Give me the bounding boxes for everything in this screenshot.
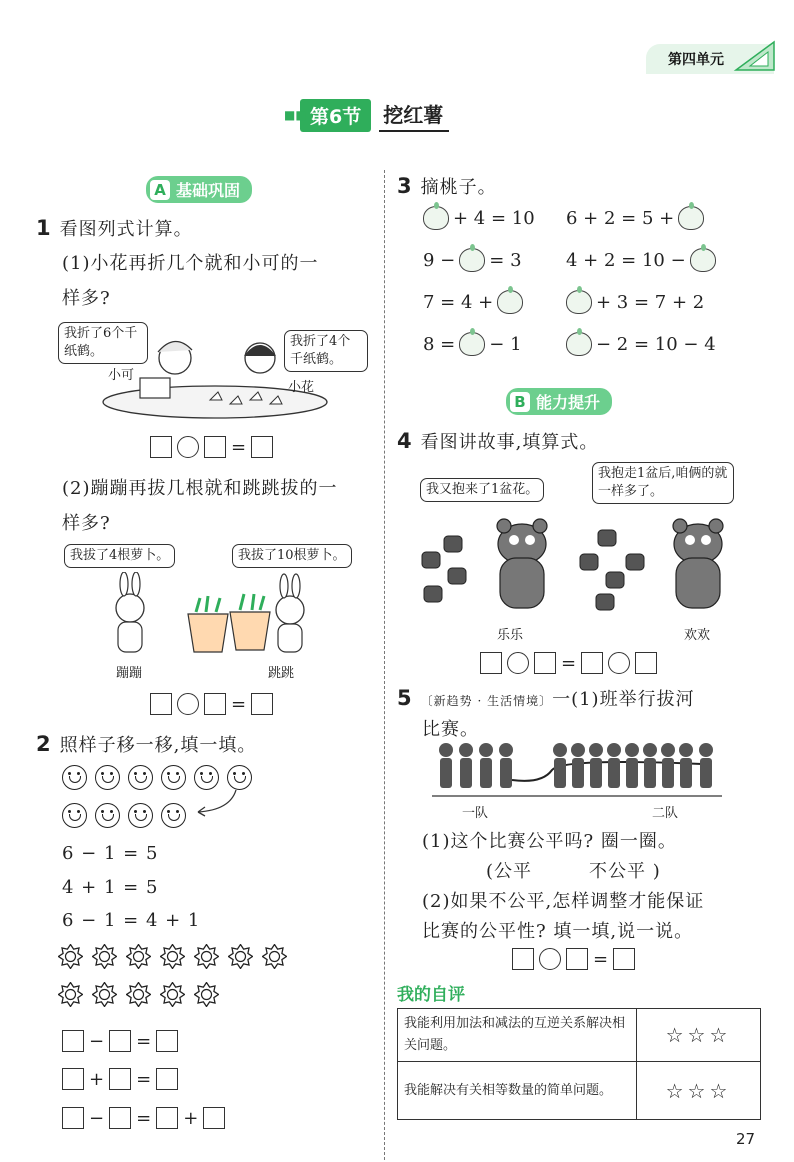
equals-sign: = [136, 1030, 152, 1052]
smiley-icon [95, 803, 120, 828]
q1-answer-row-1 [150, 436, 273, 458]
answer-box[interactable] [203, 1107, 225, 1129]
answer-box[interactable] [512, 948, 534, 970]
self-eval-text: 我能解决有关相等数量的简单问题。 [398, 1062, 637, 1120]
q3-title-text: 摘桃子。 [420, 177, 497, 198]
sun-icon [160, 982, 185, 1007]
q1-title [36, 212, 193, 246]
q1-sub2-line2: 样多? [62, 513, 111, 534]
q1-title-text: 看图列式计算。 [59, 219, 193, 240]
q3-right-row-4 [566, 332, 716, 356]
smiley-row-2 [62, 803, 186, 828]
triangle-ruler-icon [730, 38, 780, 74]
section-name: 挖红薯 [379, 99, 449, 132]
part-b-heading [506, 388, 612, 415]
star-rating[interactable]: ☆☆☆ [637, 1062, 761, 1120]
sun-icon [92, 982, 117, 1007]
q5-title-text: 一(1)班举行拔河 [552, 689, 695, 710]
bears-flowers-illustration [414, 514, 734, 614]
smiley-icon [227, 765, 252, 790]
q3-text: 6 + 2 = 5 + [566, 207, 675, 229]
operator-circle[interactable] [608, 652, 630, 674]
q3-text: − 1 [489, 333, 522, 355]
minus-sign: − [89, 1030, 105, 1052]
sun-icon [92, 944, 117, 969]
equals-sign: = [561, 652, 577, 674]
smiley-icon [194, 765, 219, 790]
answer-box[interactable] [109, 1068, 131, 1090]
answer-box[interactable] [480, 652, 502, 674]
q5-tag: 〔新趋势 · 生活情境〕 [420, 694, 553, 708]
part-a-letter: A [150, 180, 170, 200]
q4-bubble-right: 我抱走1盆后,咱俩的就一样多了。 [592, 462, 734, 504]
part-b-label: 能力提升 [536, 393, 601, 412]
q4-number: 4 [397, 429, 413, 453]
q4-name-right: 欢欢 [684, 628, 711, 643]
q4-title-text: 看图讲故事,填算式。 [420, 432, 599, 453]
peach-icon[interactable] [678, 206, 704, 230]
answer-box[interactable] [156, 1107, 178, 1129]
plus-sign: + [89, 1068, 105, 1090]
answer-box[interactable] [204, 436, 226, 458]
q3-title [397, 170, 497, 204]
q1-name2-left: 蹦蹦 [116, 666, 143, 681]
column-divider [384, 170, 385, 1160]
equals-sign: = [231, 436, 247, 458]
answer-box[interactable] [150, 693, 172, 715]
q5-choice-unfair[interactable]: 不公平 ) [589, 861, 661, 882]
q5-answer-row [512, 948, 635, 970]
q4-bubble-left: 我又抱来了1盆花。 [420, 478, 544, 502]
operator-circle[interactable] [177, 693, 199, 715]
peach-icon[interactable] [423, 206, 449, 230]
q3-text: 8 = [423, 333, 456, 355]
sun-icon [126, 982, 151, 1007]
sun-icon [262, 944, 287, 969]
answer-box[interactable] [150, 436, 172, 458]
q1-sub1-line1: (1)小花再折几个就和小可的一 [62, 253, 319, 274]
page-number: 27 [736, 1130, 756, 1148]
star-rating[interactable]: ☆☆☆ [637, 1009, 761, 1062]
q3-text: = 3 [489, 249, 522, 271]
sun-row-2 [58, 982, 219, 1007]
peach-icon[interactable] [566, 332, 592, 356]
operator-circle[interactable] [539, 948, 561, 970]
smiley-icon [62, 765, 87, 790]
q1-sub2-line1: (2)蹦蹦再拔几根就和跳跳拔的一 [62, 478, 338, 499]
q2-answer-row-1 [62, 1030, 178, 1052]
q5-sub2-line1: (2)如果不公平,怎样调整才能保证 [422, 891, 705, 912]
q2-title-text: 照样子移一移,填一填。 [59, 735, 257, 756]
q3-text: + 3 = 7 + 2 [596, 291, 705, 313]
operator-circle[interactable] [507, 652, 529, 674]
q5-number: 5 [397, 686, 413, 710]
sun-icon [194, 944, 219, 969]
smiley-row-1 [62, 765, 252, 790]
answer-box[interactable] [251, 436, 273, 458]
self-eval-row [398, 1009, 761, 1062]
q1-bubble2-right: 我拔了10根萝卜。 [232, 544, 352, 568]
equals-sign: = [231, 693, 247, 715]
q2-line-1: 6 − 1 = 5 [62, 843, 159, 864]
smiley-icon [161, 765, 186, 790]
q2-line-2: 4 + 1 = 5 [62, 877, 159, 898]
q3-right-row-3 [566, 290, 704, 314]
q5-sub1: (1)这个比赛公平吗? 圈一圈。 [422, 831, 677, 852]
answer-box[interactable] [62, 1068, 84, 1090]
part-a-label: 基础巩固 [176, 181, 241, 200]
rabbits-carrots-illustration [100, 572, 330, 658]
sun-icon [58, 982, 83, 1007]
smiley-icon [161, 803, 186, 828]
q5-title-line1 [397, 682, 695, 717]
smiley-icon [62, 803, 87, 828]
q1-bubble-left: 我折了6个千纸鹤。 [58, 322, 148, 364]
peach-icon[interactable] [566, 290, 592, 314]
peach-icon[interactable] [497, 290, 523, 314]
sun-icon [58, 944, 83, 969]
q3-right-row-1 [566, 206, 704, 230]
unit-label: 第四单元 [668, 52, 724, 68]
decor-dots: ■■ [284, 108, 307, 122]
q1-sub1-line2: 样多? [62, 288, 111, 309]
q2-number: 2 [36, 732, 52, 756]
q3-left-row-4 [423, 332, 522, 356]
q3-text: 7 = 4 + [423, 291, 494, 313]
peach-icon[interactable] [690, 248, 716, 272]
q1-bubble-right: 我折了4个千纸鹤。 [284, 330, 368, 372]
equals-sign: = [136, 1068, 152, 1090]
q5-sub2-line2: 比赛的公平性? 填一填,说一说。 [422, 921, 694, 942]
self-eval-row [398, 1062, 761, 1120]
part-a-heading [146, 176, 252, 203]
q3-text: − 2 = 10 − 4 [596, 333, 716, 355]
equals-sign: = [136, 1107, 152, 1129]
sun-icon [194, 982, 219, 1007]
q5-title-line2: 比赛。 [422, 719, 479, 740]
q1-name2-right: 跳跳 [268, 666, 295, 681]
answer-box[interactable] [534, 652, 556, 674]
q3-text: 9 − [423, 249, 456, 271]
sun-icon [228, 944, 253, 969]
answer-box[interactable] [156, 1068, 178, 1090]
answer-box[interactable] [62, 1107, 84, 1129]
q2-line-3: 6 − 1 = 4 + 1 [62, 910, 201, 931]
q5-team2: 二队 [652, 806, 679, 821]
answer-box[interactable] [251, 693, 273, 715]
answer-box[interactable] [109, 1030, 131, 1052]
self-eval-text: 我能利用加法和减法的互逆关系解决相关问题。 [398, 1009, 637, 1062]
q4-title [397, 425, 598, 459]
q2-answer-row-3 [62, 1107, 225, 1129]
smiley-icon [128, 765, 153, 790]
answer-box[interactable] [581, 652, 603, 674]
sun-row-1 [58, 944, 287, 969]
paper-cranes-illustration [100, 330, 330, 420]
q3-right-row-2 [566, 248, 716, 272]
q1-name-right: 小花 [288, 380, 315, 395]
q1-answer-row-2 [150, 693, 273, 715]
peach-icon[interactable] [459, 332, 485, 356]
section-number: 第6节 [300, 99, 371, 132]
q1-name-left: 小可 [108, 368, 135, 383]
answer-box[interactable] [156, 1030, 178, 1052]
q3-number: 3 [397, 174, 413, 198]
q1-number: 1 [36, 216, 52, 240]
answer-box[interactable] [204, 693, 226, 715]
answer-box[interactable] [566, 948, 588, 970]
peach-icon[interactable] [459, 248, 485, 272]
sun-icon [126, 944, 151, 969]
operator-circle[interactable] [177, 436, 199, 458]
q1-bubble2-left: 我拔了4根萝卜。 [64, 544, 175, 568]
self-eval-title: 我的自评 [397, 985, 465, 1005]
equals-sign: = [593, 948, 609, 970]
part-b-letter: B [510, 392, 530, 412]
tug-of-war-illustration [432, 740, 722, 802]
q2-title [36, 728, 256, 762]
smiley-icon [128, 803, 153, 828]
sun-icon [160, 944, 185, 969]
answer-box[interactable] [613, 948, 635, 970]
q3-text: 4 + 2 = 10 − [566, 249, 686, 271]
q3-left-row-3 [423, 290, 523, 314]
answer-box[interactable] [62, 1030, 84, 1052]
q4-answer-row [480, 652, 657, 674]
q3-left-row-1 [423, 206, 535, 230]
section-title [284, 98, 449, 132]
answer-box[interactable] [109, 1107, 131, 1129]
q3-left-row-2 [423, 248, 522, 272]
q2-answer-row-2 [62, 1068, 178, 1090]
smiley-icon [95, 765, 120, 790]
q5-choice-fair[interactable]: (公平 [486, 861, 533, 882]
q3-text: + 4 = 10 [453, 207, 535, 229]
move-arrow-icon [190, 788, 246, 818]
q5-team1: 一队 [462, 806, 489, 821]
plus-sign: + [183, 1107, 199, 1129]
q4-name-left: 乐乐 [497, 628, 524, 643]
self-eval-table [397, 1008, 761, 1120]
minus-sign: − [89, 1107, 105, 1129]
answer-box[interactable] [635, 652, 657, 674]
